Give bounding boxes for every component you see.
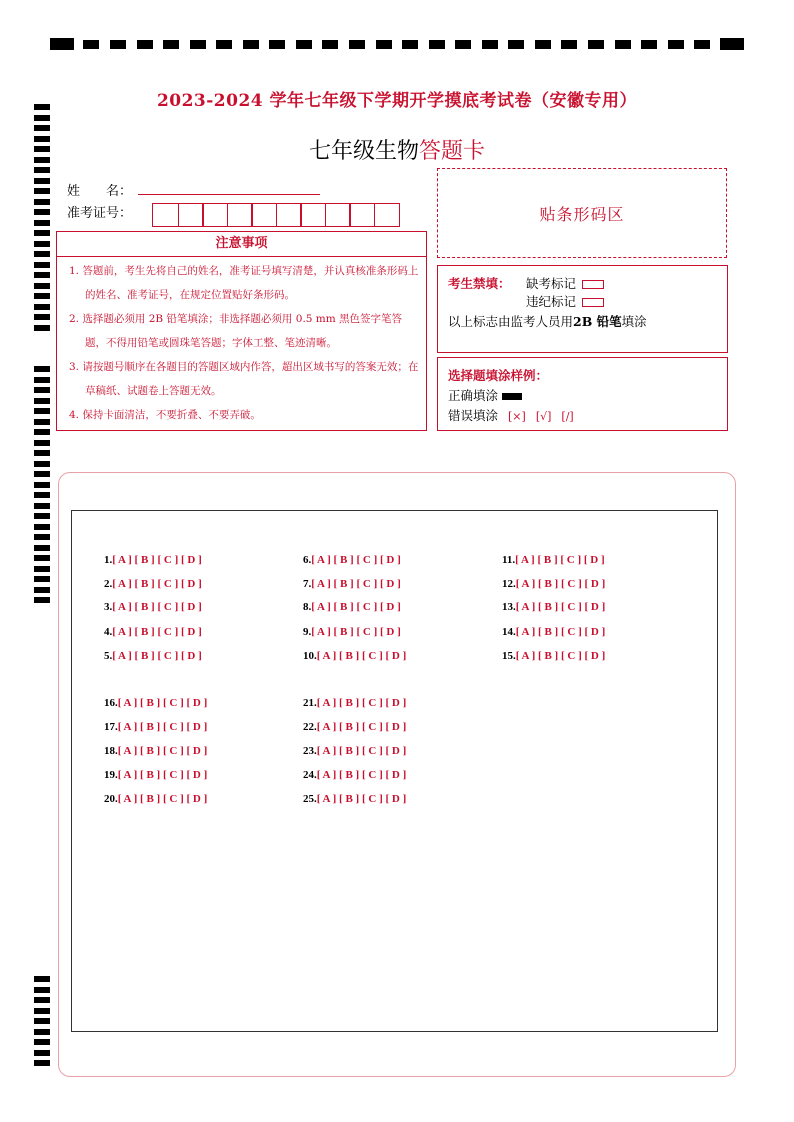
question-item[interactable] (303, 650, 406, 662)
question-options[interactable]: [ A ] [ B ] [ C ] [ D ] (311, 554, 401, 566)
timing-mark (34, 314, 50, 320)
timing-mark (34, 167, 50, 173)
forbid-note-suffix: 填涂 (621, 314, 647, 329)
question-item[interactable] (104, 601, 202, 613)
timing-mark (668, 40, 684, 49)
timing-mark (535, 40, 551, 49)
timing-mark (34, 387, 50, 393)
name-label: 姓 名： (67, 184, 133, 199)
top-timing-marks (50, 38, 746, 50)
question-number: 8. (303, 601, 312, 613)
exam-title: 2023-2024 学年七年级下学期开学摸底考试卷（安徽专用） (156, 91, 638, 111)
timing-mark (34, 450, 50, 456)
timing-mark (561, 40, 577, 49)
ticket-digit-box[interactable] (325, 203, 351, 227)
question-item[interactable] (303, 697, 406, 709)
notice-box (56, 231, 427, 431)
question-number: 24. (303, 769, 317, 781)
question-item[interactable] (303, 626, 401, 638)
question-options[interactable]: [ A ] [ B ] [ C ] [ D ] (112, 578, 202, 590)
question-number: 17. (104, 721, 118, 733)
timing-mark (34, 524, 50, 530)
timing-mark (34, 408, 50, 414)
question-number: 4. (104, 626, 113, 638)
question-options[interactable]: [ A ] [ B ] [ C ] [ D ] (112, 626, 202, 638)
question-options[interactable]: [ A ] [ B ] [ C ] [ D ] (316, 721, 407, 733)
timing-mark (694, 40, 710, 49)
notice-item: 2. 选择题必须用 2B 铅笔填涂；非选择题必须用 0.5 mm 黑色签字笔答题，不得用铅笔或圆珠笔答题；字体工整、笔迹清晰。 (69, 313, 403, 349)
timing-mark (216, 40, 232, 49)
ticket-number-label: 准考证号： (67, 206, 133, 221)
question-item[interactable] (502, 626, 605, 638)
timing-mark (349, 40, 365, 49)
wrong-fill-row (448, 406, 574, 424)
question-number: 2. (104, 578, 113, 590)
question-item[interactable] (502, 578, 605, 590)
timing-mark (34, 429, 50, 435)
timing-mark (402, 40, 418, 49)
question-options[interactable]: [ A ] [ B ] [ C ] [ D ] (316, 697, 407, 709)
notice-item: 4. 保持卡面清洁，不要折叠、不要弄破。 (69, 409, 261, 421)
question-item[interactable] (502, 650, 605, 662)
timing-mark (34, 293, 50, 299)
timing-mark (34, 987, 50, 993)
question-number: 15. (502, 650, 516, 662)
timing-mark (34, 377, 50, 383)
ticket-digit-box[interactable] (178, 203, 204, 227)
left-timing-marks (34, 100, 52, 1070)
card-title-sub: 答题卡 (419, 139, 486, 164)
question-item[interactable] (104, 554, 202, 566)
question-number: 19. (104, 769, 118, 781)
timing-mark (34, 587, 50, 593)
notice-title: 注意事项 (57, 232, 426, 257)
violation-mark-box[interactable] (582, 298, 604, 307)
timing-mark (34, 209, 50, 215)
question-options[interactable]: [ A ] [ B ] [ C ] [ D ] (112, 601, 202, 613)
notice-item: 3. 请按题号顺序在各题目的答题区域内作答，超出区域书写的答案无效；在草稿纸、试题卷上答题无效。 (69, 361, 419, 397)
timing-mark (34, 178, 50, 184)
question-item[interactable] (104, 650, 202, 662)
wrong-fill-label: 错误填涂 (448, 408, 499, 423)
timing-mark (34, 492, 50, 498)
wrong-mark: [√] (535, 410, 552, 423)
violation-mark-label: 违纪标记 (526, 294, 577, 309)
timing-mark (455, 40, 471, 49)
question-item[interactable] (303, 793, 406, 805)
timing-mark (34, 283, 50, 289)
question-options[interactable]: [ A ] [ B ] [ C ] [ D ] (117, 769, 208, 781)
timing-mark (243, 40, 259, 49)
question-number: 16. (104, 697, 118, 709)
question-item[interactable] (502, 601, 605, 613)
correct-fill-label: 正确填涂 (448, 388, 499, 403)
timing-mark (376, 40, 392, 49)
question-number: 13. (502, 601, 516, 613)
question-options[interactable]: [ A ] [ B ] [ C ] [ D ] (316, 745, 407, 757)
absent-mark-box[interactable] (582, 280, 604, 289)
question-item[interactable] (303, 721, 406, 733)
timing-mark (34, 1008, 50, 1014)
timing-mark (34, 482, 50, 488)
question-number: 9. (303, 626, 312, 638)
question-options[interactable]: [ A ] [ B ] [ C ] [ D ] (117, 697, 208, 709)
timing-mark (508, 40, 524, 49)
timing-mark (34, 325, 50, 331)
question-number: 21. (303, 697, 317, 709)
question-item[interactable] (303, 769, 406, 781)
timing-mark (34, 220, 50, 226)
question-options[interactable]: [ A ] [ B ] [ C ] [ D ] (515, 650, 606, 662)
timing-mark (34, 1060, 50, 1066)
timing-mark (34, 1018, 50, 1024)
question-number: 14. (502, 626, 516, 638)
question-number: 25. (303, 793, 317, 805)
question-item[interactable] (104, 745, 207, 757)
timing-mark (34, 304, 50, 310)
ticket-digit-box[interactable] (300, 203, 326, 227)
question-options[interactable]: [ A ] [ B ] [ C ] [ D ] (515, 554, 605, 566)
timing-mark (34, 545, 50, 551)
timing-mark (163, 40, 179, 49)
question-number: 7. (303, 578, 312, 590)
question-options[interactable]: [ A ] [ B ] [ C ] [ D ] (515, 626, 606, 638)
question-number: 23. (303, 745, 317, 757)
ticket-digit-box[interactable] (276, 203, 302, 227)
ticket-digit-box[interactable] (374, 203, 400, 227)
question-item[interactable] (303, 745, 406, 757)
barcode-area-label: 贴条形码区 (539, 204, 625, 224)
timing-mark (34, 566, 50, 572)
timing-mark (482, 40, 498, 49)
question-options[interactable]: [ A ] [ B ] [ C ] [ D ] (311, 601, 401, 613)
ticket-digit-box[interactable] (251, 203, 277, 227)
forbid-note-prefix: 以上标志由监考人员用 (448, 314, 574, 329)
question-options[interactable]: [ A ] [ B ] [ C ] [ D ] (515, 578, 606, 590)
question-number: 22. (303, 721, 317, 733)
question-item[interactable] (104, 697, 207, 709)
forbid-note (448, 312, 647, 330)
timing-mark (34, 597, 50, 603)
timing-mark (34, 419, 50, 425)
fill-sample-box (437, 357, 728, 431)
timing-mark (34, 471, 50, 477)
violation-mark-row (526, 292, 604, 310)
timing-mark (34, 513, 50, 519)
forbid-box (437, 265, 728, 353)
question-options[interactable]: [ A ] [ B ] [ C ] [ D ] (316, 650, 407, 662)
ticket-number-boxes[interactable] (152, 203, 398, 227)
absent-mark-row (526, 274, 604, 292)
question-number: 10. (303, 650, 317, 662)
timing-mark (269, 40, 285, 49)
sample-title: 选择题填涂样例： (448, 368, 549, 383)
timing-mark (83, 40, 99, 49)
timing-mark (50, 38, 74, 50)
question-options[interactable]: [ A ] [ B ] [ C ] [ D ] (117, 721, 208, 733)
question-item[interactable] (303, 578, 401, 590)
question-options[interactable]: [ A ] [ B ] [ C ] [ D ] (117, 745, 208, 757)
question-item[interactable] (303, 554, 401, 566)
ticket-digit-box[interactable] (227, 203, 253, 227)
absent-mark-label: 缺考标记 (526, 276, 577, 291)
question-options[interactable]: [ A ] [ B ] [ C ] [ D ] (112, 554, 202, 566)
barcode-area (437, 168, 727, 258)
question-item[interactable] (104, 721, 207, 733)
question-options[interactable]: [ A ] [ B ] [ C ] [ D ] (112, 650, 202, 662)
wrong-mark: [×] (508, 410, 526, 423)
question-number: 12. (502, 578, 516, 590)
timing-mark (34, 262, 50, 268)
timing-mark (34, 251, 50, 257)
timing-mark (34, 188, 50, 194)
timing-mark (429, 40, 445, 49)
question-options[interactable]: [ A ] [ B ] [ C ] [ D ] (311, 578, 401, 590)
wrong-mark: [/] (561, 410, 574, 423)
ticket-digit-box[interactable] (349, 203, 375, 227)
timing-mark (137, 40, 153, 49)
question-options[interactable]: [ A ] [ B ] [ C ] [ D ] (117, 793, 208, 805)
timing-mark (34, 115, 50, 121)
forbid-label: 考生禁填： (448, 276, 511, 291)
timing-mark (34, 534, 50, 540)
question-options[interactable]: [ A ] [ B ] [ C ] [ D ] (515, 601, 606, 613)
timing-mark (615, 40, 631, 49)
timing-mark (190, 40, 206, 49)
card-title (0, 134, 794, 165)
timing-mark (34, 398, 50, 404)
notice-list (57, 257, 426, 427)
correct-fill-sample (502, 393, 522, 400)
question-item[interactable] (104, 626, 202, 638)
timing-mark (34, 503, 50, 509)
card-title-main: 七年级生物 (308, 139, 419, 164)
timing-mark (34, 440, 50, 446)
timing-mark (720, 38, 744, 50)
timing-mark (34, 1029, 50, 1035)
question-number: 3. (104, 601, 113, 613)
timing-mark (34, 576, 50, 582)
forbid-note-bold: 2B 铅笔 (573, 314, 622, 329)
question-item[interactable] (104, 769, 207, 781)
timing-mark (641, 40, 657, 49)
timing-mark (588, 40, 604, 49)
question-item[interactable] (104, 578, 202, 590)
question-options[interactable]: [ A ] [ B ] [ C ] [ D ] (311, 626, 401, 638)
timing-mark (34, 1050, 50, 1056)
name-field[interactable] (138, 194, 320, 195)
timing-mark (34, 199, 50, 205)
ticket-digit-box[interactable] (152, 203, 179, 227)
timing-mark (110, 40, 126, 49)
timing-mark (322, 40, 338, 49)
question-item[interactable] (104, 793, 207, 805)
question-number: 6. (303, 554, 312, 566)
timing-mark (34, 230, 50, 236)
question-number: 18. (104, 745, 118, 757)
timing-mark (34, 241, 50, 247)
timing-mark (34, 555, 50, 561)
timing-mark (34, 997, 50, 1003)
timing-mark (296, 40, 312, 49)
timing-mark (34, 272, 50, 278)
question-item[interactable] (502, 554, 605, 566)
question-item[interactable] (303, 601, 401, 613)
question-number: 5. (104, 650, 113, 662)
ticket-digit-box[interactable] (202, 203, 228, 227)
question-number: 11. (502, 554, 516, 566)
question-number: 20. (104, 793, 118, 805)
timing-mark (34, 366, 50, 372)
question-number: 1. (104, 554, 113, 566)
notice-item: 1. 答题前，考生先将自己的姓名，准考证号填写清楚，并认真核准条形码上的姓名、准考证号，在规定位置贴好条形码。 (69, 265, 419, 301)
question-options[interactable]: [ A ] [ B ] [ C ] [ D ] (316, 769, 407, 781)
timing-mark (34, 976, 50, 982)
question-options[interactable]: [ A ] [ B ] [ C ] [ D ] (316, 793, 407, 805)
timing-mark (34, 1039, 50, 1045)
timing-mark (34, 461, 50, 467)
correct-fill-row (448, 386, 522, 404)
timing-mark (34, 125, 50, 131)
